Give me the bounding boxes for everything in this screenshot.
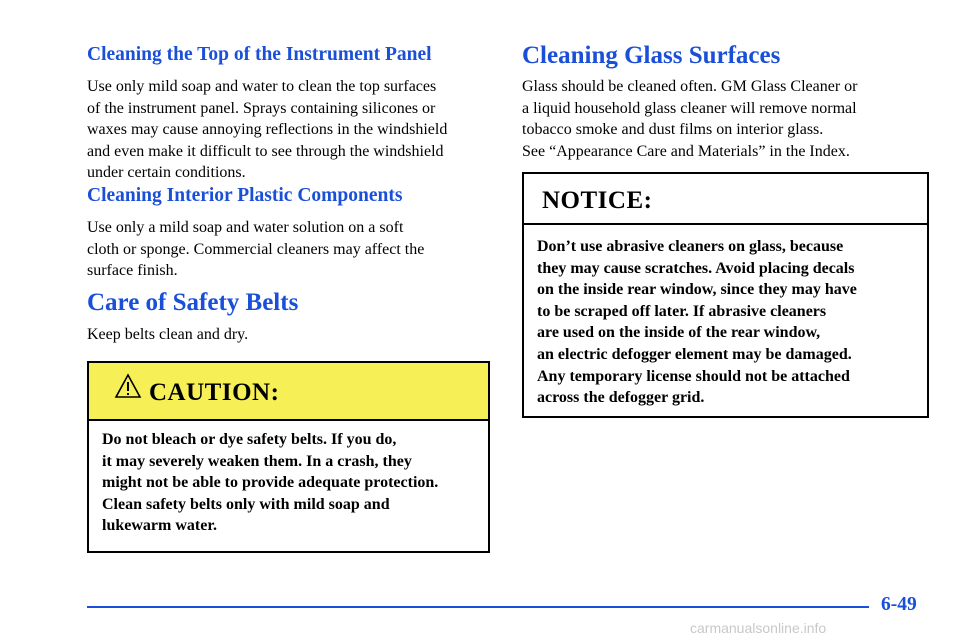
section-heading-safety-belts: Care of Safety Belts bbox=[87, 289, 299, 316]
paragraph-plastic-components: Use only a mild soap and water solution on a soft cloth or sponge. Commercial cleaners may affect the surface finish. bbox=[87, 219, 425, 280]
notice-header bbox=[524, 174, 927, 225]
watermark-text: carmanualsonline.info bbox=[690, 620, 827, 636]
section-heading-instrument-panel: Cleaning the Top of the Instrument Panel bbox=[87, 44, 432, 65]
paragraph-glass-surfaces: Glass should be cleaned often. GM Glass Cleaner or a liquid household glass cleaner will remove normal tobacco smoke and dust films on interior glass. See “Appearance Care and Materials” in the Index. bbox=[522, 78, 858, 160]
caution-title: CAUTION: bbox=[149, 379, 280, 406]
notice-title: NOTICE: bbox=[542, 187, 653, 214]
footer-rule bbox=[87, 606, 869, 608]
notice-text: Don’t use abrasive cleaners on glass, because they may cause scratches. Avoid placing decals on the inside rear window, since they may have to be scraped off later. If abrasive cleaners are used on the inside of the rear window, an electric defogger element may be damaged. Any temporary license should not be attached across the defogger grid. bbox=[537, 238, 857, 407]
caution-header bbox=[89, 363, 488, 421]
warning-triangle-icon bbox=[114, 373, 142, 399]
section-heading-plastic-components: Cleaning Interior Plastic Components bbox=[87, 185, 403, 206]
caution-text: Do not bleach or dye safety belts. If you do, it may severely weaken them. In a crash, they might not be able to provide adequate protection. Clean safety belts only with mild soap and lukewarm water. bbox=[102, 431, 439, 535]
section-heading-glass-surfaces: Cleaning Glass Surfaces bbox=[522, 42, 781, 69]
notice-box bbox=[522, 172, 929, 418]
caution-box bbox=[87, 361, 490, 553]
paragraph-instrument-panel: Use only mild soap and water to clean the top surfaces of the instrument panel. Sprays containing silicones or waxes may cause annoying reflections in the windshield and even make it difficult to see through the windshield under certain conditions. bbox=[87, 78, 448, 182]
page-number: 6-49 bbox=[881, 594, 917, 615]
paragraph-safety-belts: Keep belts clean and dry. bbox=[87, 326, 249, 343]
